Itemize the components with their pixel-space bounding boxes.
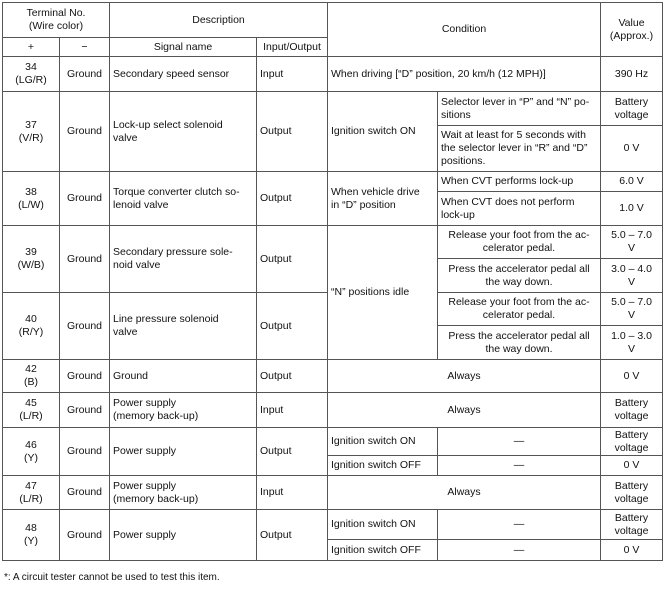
dash: — <box>438 456 601 476</box>
sub-condition: Wait at least for 5 seconds with the selector lever in “R” and “D” positions. <box>438 126 601 172</box>
terminal-minus: Ground <box>60 293 110 360</box>
input-output: Output <box>257 172 328 226</box>
signal-name: Secondary pressure sole- noid valve <box>110 226 257 293</box>
table-row <box>3 476 663 510</box>
input-output: Input <box>257 57 328 92</box>
value: 390 Hz <box>601 57 663 92</box>
value: 6.0 V <box>601 172 663 192</box>
terminal-minus: Ground <box>60 226 110 293</box>
header-row-1 <box>3 3 663 38</box>
sub-condition: Press the accelerator pedal all the way down. <box>438 326 601 360</box>
table-row <box>3 172 663 192</box>
terminal-plus: 45 (L/R) <box>3 393 60 428</box>
value: 0 V <box>601 540 663 561</box>
value: 0 V <box>601 456 663 476</box>
input-output: Output <box>257 428 328 476</box>
table-row <box>3 510 663 540</box>
minus-header: − <box>60 38 110 57</box>
description-header: Description <box>110 3 328 38</box>
value: Battery voltage <box>601 393 663 428</box>
input-output: Output <box>257 226 328 293</box>
value: 0 V <box>601 360 663 393</box>
condition: Always <box>328 393 601 428</box>
value: 3.0 – 4.0 V <box>601 259 663 293</box>
terminal-plus: 48 (Y) <box>3 510 60 561</box>
terminal-table-wrapper <box>2 2 663 561</box>
terminal-plus: 46 (Y) <box>3 428 60 476</box>
terminal-plus: 38 (L/W) <box>3 172 60 226</box>
sub-condition: When CVT performs lock-up <box>438 172 601 192</box>
condition: When vehicle drive in “D” position <box>328 172 438 226</box>
input-output: Input <box>257 393 328 428</box>
condition: Ignition switch OFF <box>328 540 438 561</box>
input-output: Output <box>257 92 328 172</box>
footnote: *: A circuit tester cannot be used to test this item. <box>4 572 220 583</box>
condition: “N” positions idle <box>328 226 438 360</box>
input-output: Input <box>257 476 328 510</box>
dash: — <box>438 540 601 561</box>
table-row <box>3 360 663 393</box>
sub-condition: When CVT does not perform lock-up <box>438 192 601 226</box>
condition: Ignition switch OFF <box>328 456 438 476</box>
value: 5.0 – 7.0 V <box>601 226 663 259</box>
signal-name-header: Signal name <box>110 38 257 57</box>
terminal-header: Terminal No. (Wire color) <box>3 3 110 38</box>
condition: When driving [“D” position, 20 km/h (12 MPH)] <box>328 57 601 92</box>
terminal-minus: Ground <box>60 172 110 226</box>
signal-name: Torque converter clutch so- lenoid valve <box>110 172 257 226</box>
sub-condition: Selector lever in “P” and “N” po- sitions <box>438 92 601 126</box>
signal-name: Lock-up select solenoid valve <box>110 92 257 172</box>
terminal-plus: 40 (R/Y) <box>3 293 60 360</box>
value: 0 V <box>601 126 663 172</box>
condition: Ignition switch ON <box>328 510 438 540</box>
table-row <box>3 393 663 428</box>
terminal-plus: 34 (LG/R) <box>3 57 60 92</box>
terminal-plus: 47 (L/R) <box>3 476 60 510</box>
terminal-minus: Ground <box>60 428 110 476</box>
condition: Always <box>328 360 601 393</box>
dash: — <box>438 510 601 540</box>
terminal-table <box>2 2 663 561</box>
terminal-minus: Ground <box>60 92 110 172</box>
table-row <box>3 226 663 259</box>
sub-condition: Release your foot from the ac- celerator pedal. <box>438 226 601 259</box>
condition-header: Condition <box>328 3 601 57</box>
signal-name: Power supply (memory back-up) <box>110 476 257 510</box>
signal-name: Ground <box>110 360 257 393</box>
signal-name: Line pressure solenoid valve <box>110 293 257 360</box>
input-output: Output <box>257 293 328 360</box>
value: 5.0 – 7.0 V <box>601 293 663 326</box>
condition: Always <box>328 476 601 510</box>
terminal-plus: 42 (B) <box>3 360 60 393</box>
value: 1.0 – 3.0 V <box>601 326 663 360</box>
value: Battery voltage <box>601 510 663 540</box>
terminal-minus: Ground <box>60 360 110 393</box>
plus-header: + <box>3 38 60 57</box>
value-header: Value (Approx.) <box>601 3 663 57</box>
dash: — <box>438 428 601 456</box>
io-header: Input/Output <box>257 38 328 57</box>
sub-condition: Release your foot from the ac- celerator pedal. <box>438 293 601 326</box>
signal-name: Power supply (memory back-up) <box>110 393 257 428</box>
terminal-minus: Ground <box>60 476 110 510</box>
terminal-plus: 39 (W/B) <box>3 226 60 293</box>
signal-name: Secondary speed sensor <box>110 57 257 92</box>
table-row <box>3 92 663 126</box>
terminal-minus: Ground <box>60 510 110 561</box>
terminal-minus: Ground <box>60 393 110 428</box>
signal-name: Power supply <box>110 428 257 476</box>
terminal-plus: 37 (V/R) <box>3 92 60 172</box>
sub-condition: Press the accelerator pedal all the way down. <box>438 259 601 293</box>
value: Battery voltage <box>601 92 663 126</box>
table-row <box>3 57 663 92</box>
terminal-minus: Ground <box>60 57 110 92</box>
signal-name: Power supply <box>110 510 257 561</box>
input-output: Output <box>257 510 328 561</box>
value: 1.0 V <box>601 192 663 226</box>
value: Battery voltage <box>601 428 663 456</box>
input-output: Output <box>257 360 328 393</box>
value: Battery voltage <box>601 476 663 510</box>
condition: Ignition switch ON <box>328 92 438 172</box>
condition: Ignition switch ON <box>328 428 438 456</box>
table-row <box>3 428 663 456</box>
